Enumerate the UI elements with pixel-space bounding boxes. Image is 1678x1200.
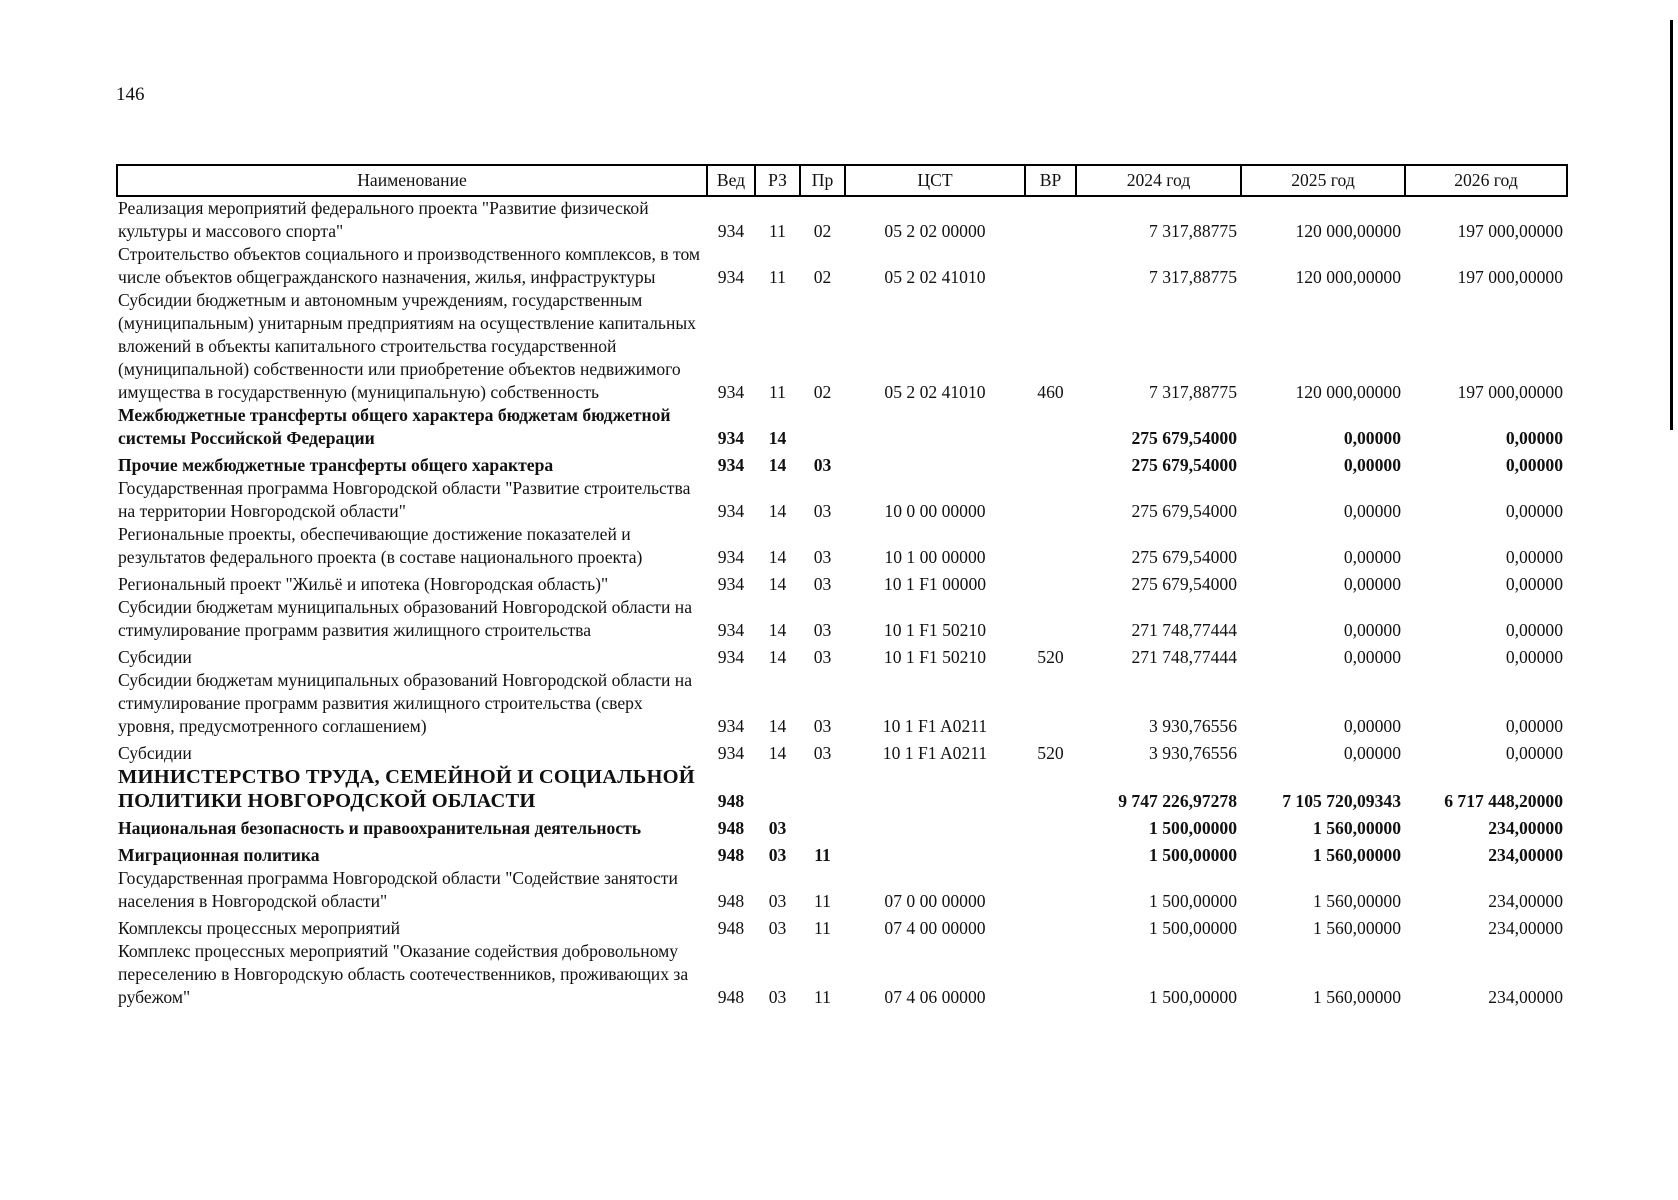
- cell-pr: 11: [814, 987, 831, 1007]
- cell-vr: [1025, 196, 1076, 243]
- cell-rz: 03: [768, 845, 787, 865]
- cell-vr: [1025, 243, 1076, 289]
- cell-2025: 1 560,00000: [1313, 987, 1401, 1007]
- cell-2024: 275 679,54000: [1131, 428, 1237, 448]
- cell-2024: 3 930,76556: [1149, 743, 1237, 763]
- cell-pr: 03: [813, 716, 832, 736]
- cell-pr: 03: [813, 455, 832, 475]
- cell-name: Реализация мероприятий федерального проекта "Развитие физической культуры и массового спорта": [118, 198, 649, 241]
- cell-rz: 11: [769, 267, 786, 287]
- cell-pr: 03: [813, 743, 832, 763]
- page-number: 146: [116, 84, 145, 105]
- cell-ved: 934: [717, 716, 745, 736]
- cell-name: Межбюджетные трансферты общего характера бюджетам бюджетной системы Российской Федерации: [118, 405, 671, 448]
- cell-pr: 03: [813, 547, 832, 567]
- cell-cst: 10 1 F1 A0211: [882, 716, 988, 736]
- table-row: [117, 596, 1567, 642]
- cell-2026: 0,00000: [1505, 716, 1563, 736]
- cell-name: Государственная программа Новгородской области "Развитие строительства на территории Новгородской области": [118, 478, 691, 521]
- cell-cst: 10 1 F1 50210: [883, 647, 987, 667]
- cell-2024: 275 679,54000: [1131, 455, 1237, 475]
- cell-2025: 1 560,00000: [1313, 891, 1401, 911]
- cell-2026: 0,00000: [1505, 647, 1563, 667]
- cell-name: МИНИСТЕРСТВО ТРУДА, СЕМЕЙНОЙ И СОЦИАЛЬНОЙ ПОЛИТИКИ НОВГОРОДСКОЙ ОБЛАСТИ: [118, 766, 695, 812]
- cell-2024: 9 747 226,97278: [1118, 791, 1237, 811]
- cell-vr: 520: [1037, 647, 1064, 667]
- cell-cst: 05 2 02 00000: [884, 221, 986, 241]
- cell-ved: 948: [717, 987, 745, 1007]
- cell-ved: 934: [717, 382, 745, 402]
- cell-vr: 520: [1037, 743, 1064, 763]
- table-row: [117, 450, 1567, 477]
- table-row: [117, 477, 1567, 523]
- table-row: [117, 913, 1567, 940]
- cell-2025: 0,00000: [1343, 501, 1401, 521]
- cell-cst: 10 1 F1 00000: [883, 574, 987, 594]
- cell-name: Субсидии бюджетам муниципальных образований Новгородской области на стимулирование программ развития жилищного строительства: [118, 597, 693, 640]
- table-header: [117, 165, 1567, 196]
- cell-name: Комплекс процессных мероприятий "Оказание содействия добровольному переселению в Новгородскую область соотечественников, проживающих за рубежом": [118, 941, 689, 1007]
- cell-ved: 948: [717, 918, 745, 938]
- cell-name: Строительство объектов социального и производственного комплексов, в том числе объектов общегражданского назначения, жилья, инфраструктуры: [118, 244, 701, 287]
- header-name: Наименование: [117, 165, 707, 196]
- cell-cst: 07 0 00 00000: [884, 891, 986, 911]
- cell-2025: 0,00000: [1343, 743, 1401, 763]
- cell-rz: 03: [768, 818, 787, 838]
- table-row: [117, 642, 1567, 669]
- cell-2026: 0,00000: [1505, 501, 1563, 521]
- cell-2026: 197 000,00000: [1457, 382, 1563, 402]
- cell-ved: 934: [717, 428, 745, 448]
- cell-2026: 6 717 448,20000: [1444, 791, 1563, 811]
- cell-pr: 11: [814, 891, 831, 911]
- header-vr: ВР: [1025, 165, 1076, 196]
- cell-vr: [1025, 450, 1076, 477]
- cell-2026: 197 000,00000: [1457, 221, 1563, 241]
- cell-pr: 03: [813, 647, 832, 667]
- cell-cst: 05 2 02 41010: [884, 382, 986, 402]
- cell-cst: [845, 404, 1025, 450]
- cell-ved: 948: [717, 891, 745, 911]
- table-row: [117, 196, 1567, 243]
- cell-rz: [755, 765, 800, 813]
- cell-2025: 120 000,00000: [1295, 267, 1401, 287]
- cell-rz: 14: [768, 501, 787, 521]
- cell-name: Субсидии бюджетным и автономным учреждениям, государственным (муниципальным) унитарным предприятиям на осуществление капитальных вложений в объекты капитального строительства государственной (муниципальной) собственности или приобретение объектов недвижимого имущества в государственную (муниципальную) собственность: [118, 290, 696, 402]
- cell-vr: [1025, 765, 1076, 813]
- cell-vr: [1025, 569, 1076, 596]
- cell-2026: 0,00000: [1505, 428, 1563, 448]
- cell-2024: 1 500,00000: [1149, 987, 1237, 1007]
- cell-cst: [845, 840, 1025, 867]
- cell-rz: 11: [769, 382, 786, 402]
- cell-pr: 03: [813, 574, 832, 594]
- cell-2025: 1 560,00000: [1313, 818, 1401, 838]
- cell-2024: 271 748,77444: [1131, 647, 1237, 667]
- cell-name: Государственная программа Новгородской области "Содействие занятости населения в Новгородской области": [118, 868, 678, 911]
- cell-vr: 460: [1037, 382, 1064, 402]
- cell-2026: 234,00000: [1488, 845, 1563, 865]
- cell-2025: 120 000,00000: [1295, 221, 1401, 241]
- cell-2024: 275 679,54000: [1131, 501, 1237, 521]
- cell-name: Национальная безопасность и правоохранительная деятельность: [118, 818, 642, 838]
- cell-cst: 10 1 F1 A0211: [882, 743, 988, 763]
- cell-vr: [1025, 404, 1076, 450]
- table-row: [117, 669, 1567, 738]
- cell-2024: 7 317,88775: [1149, 267, 1237, 287]
- cell-rz: 14: [768, 620, 787, 640]
- table-row: [117, 523, 1567, 569]
- cell-pr: 02: [813, 267, 832, 287]
- cell-2025: 0,00000: [1343, 620, 1401, 640]
- cell-pr: [800, 765, 845, 813]
- header-cst: ЦСТ: [845, 165, 1025, 196]
- cell-2024: 271 748,77444: [1131, 620, 1237, 640]
- cell-cst: 10 1 00 00000: [884, 547, 986, 567]
- cell-name: Региональный проект "Жильё и ипотека (Новгородская область)": [118, 574, 609, 594]
- cell-pr: [800, 404, 845, 450]
- cell-rz: 14: [768, 647, 787, 667]
- cell-2025: 0,00000: [1343, 574, 1401, 594]
- cell-2026: 0,00000: [1505, 455, 1563, 475]
- cell-vr: [1025, 669, 1076, 738]
- cell-2025: 0,00000: [1343, 647, 1401, 667]
- header-ved: Вед: [707, 165, 755, 196]
- table-row: [117, 867, 1567, 913]
- table-row: [117, 813, 1567, 840]
- cell-pr: 03: [813, 501, 832, 521]
- cell-rz: 14: [768, 743, 787, 763]
- cell-2025: 7 105 720,09343: [1282, 791, 1401, 811]
- cell-rz: 03: [768, 987, 787, 1007]
- budget-table: [116, 164, 1568, 1009]
- cell-2026: 234,00000: [1488, 818, 1563, 838]
- cell-ved: 934: [717, 743, 745, 763]
- cell-vr: [1025, 523, 1076, 569]
- table-row: [117, 840, 1567, 867]
- cell-ved: 948: [717, 845, 745, 865]
- cell-vr: [1025, 596, 1076, 642]
- cell-rz: 14: [768, 455, 787, 475]
- cell-pr: 02: [813, 382, 832, 402]
- table-row: [117, 940, 1567, 1009]
- table-row: [117, 243, 1567, 289]
- cell-cst: [845, 765, 1025, 813]
- cell-2026: 234,00000: [1488, 918, 1563, 938]
- cell-2025: 0,00000: [1343, 428, 1401, 448]
- cell-2025: 0,00000: [1343, 716, 1401, 736]
- cell-rz: 14: [768, 574, 787, 594]
- cell-2024: 275 679,54000: [1131, 574, 1237, 594]
- cell-ved: 934: [717, 547, 745, 567]
- cell-pr: 11: [814, 845, 831, 865]
- cell-2024: 1 500,00000: [1149, 818, 1237, 838]
- cell-vr: [1025, 940, 1076, 1009]
- cell-cst: 07 4 06 00000: [884, 987, 986, 1007]
- cell-2024: 7 317,88775: [1149, 382, 1237, 402]
- cell-rz: 14: [768, 547, 787, 567]
- cell-pr: 02: [813, 221, 832, 241]
- cell-name: Субсидии: [118, 647, 192, 667]
- cell-2024: 7 317,88775: [1149, 221, 1237, 241]
- table-row: [117, 404, 1567, 450]
- cell-pr: [800, 813, 845, 840]
- cell-name: Прочие межбюджетные трансферты общего характера: [118, 455, 554, 475]
- cell-cst: 10 1 F1 50210: [883, 620, 987, 640]
- cell-2026: 197 000,00000: [1457, 267, 1563, 287]
- cell-2026: 0,00000: [1505, 574, 1563, 594]
- cell-name: Комплексы процессных мероприятий: [118, 918, 401, 938]
- cell-2024: 3 930,76556: [1149, 716, 1237, 736]
- cell-name: Миграционная политика: [118, 845, 320, 865]
- header-2026: 2026 год: [1405, 165, 1567, 196]
- cell-rz: 03: [768, 891, 787, 911]
- cell-rz: 03: [768, 918, 787, 938]
- cell-2025: 0,00000: [1343, 547, 1401, 567]
- cell-rz: 14: [768, 716, 787, 736]
- cell-name: Региональные проекты, обеспечивающие достижение показателей и результатов федерального проекта (в составе национального проекта): [118, 524, 643, 567]
- cell-cst: 05 2 02 41010: [884, 267, 986, 287]
- cell-vr: [1025, 913, 1076, 940]
- cell-ved: 934: [717, 574, 745, 594]
- cell-vr: [1025, 477, 1076, 523]
- cell-ved: 934: [717, 221, 745, 241]
- table-row: [117, 289, 1567, 404]
- table-row: [117, 738, 1567, 765]
- cell-2025: 1 560,00000: [1313, 845, 1401, 865]
- cell-2025: 0,00000: [1343, 455, 1401, 475]
- header-2025: 2025 год: [1241, 165, 1405, 196]
- cell-pr: 11: [814, 918, 831, 938]
- cell-cst: 10 0 00 00000: [884, 501, 986, 521]
- cell-2025: 120 000,00000: [1295, 382, 1401, 402]
- table-body: [117, 196, 1567, 1009]
- cell-vr: [1025, 813, 1076, 840]
- cell-ved: 948: [717, 818, 745, 838]
- cell-2024: 275 679,54000: [1131, 547, 1237, 567]
- cell-ved: 948: [717, 791, 745, 811]
- cell-2024: 1 500,00000: [1149, 845, 1237, 865]
- cell-rz: 14: [768, 428, 787, 448]
- cell-name: Субсидии бюджетам муниципальных образований Новгородской области на стимулирование программ развития жилищного строительства (сверх уровня, предусмотренного соглашением): [118, 670, 693, 736]
- cell-2026: 0,00000: [1505, 620, 1563, 640]
- cell-cst: [845, 813, 1025, 840]
- cell-2026: 234,00000: [1488, 987, 1563, 1007]
- cell-2024: 1 500,00000: [1149, 918, 1237, 938]
- table-row: [117, 765, 1567, 813]
- cell-2026: 0,00000: [1505, 743, 1563, 763]
- cell-ved: 934: [717, 620, 745, 640]
- cell-ved: 934: [717, 501, 745, 521]
- header-pr: Пр: [800, 165, 845, 196]
- cell-2025: 1 560,00000: [1313, 918, 1401, 938]
- cell-rz: 11: [769, 221, 786, 241]
- cell-ved: 934: [717, 647, 745, 667]
- header-2024: 2024 год: [1076, 165, 1241, 196]
- cell-2026: 0,00000: [1505, 547, 1563, 567]
- cell-ved: 934: [717, 455, 745, 475]
- cell-pr: 03: [813, 620, 832, 640]
- cell-name: Субсидии: [118, 743, 192, 763]
- cell-2024: 1 500,00000: [1149, 891, 1237, 911]
- cell-2026: 234,00000: [1488, 891, 1563, 911]
- cell-vr: [1025, 840, 1076, 867]
- cell-cst: [845, 450, 1025, 477]
- cell-cst: 07 4 00 00000: [884, 918, 986, 938]
- table-row: [117, 569, 1567, 596]
- cell-ved: 934: [717, 267, 745, 287]
- cell-vr: [1025, 867, 1076, 913]
- header-rz: РЗ: [755, 165, 800, 196]
- scan-edge-bar: [1670, 20, 1673, 430]
